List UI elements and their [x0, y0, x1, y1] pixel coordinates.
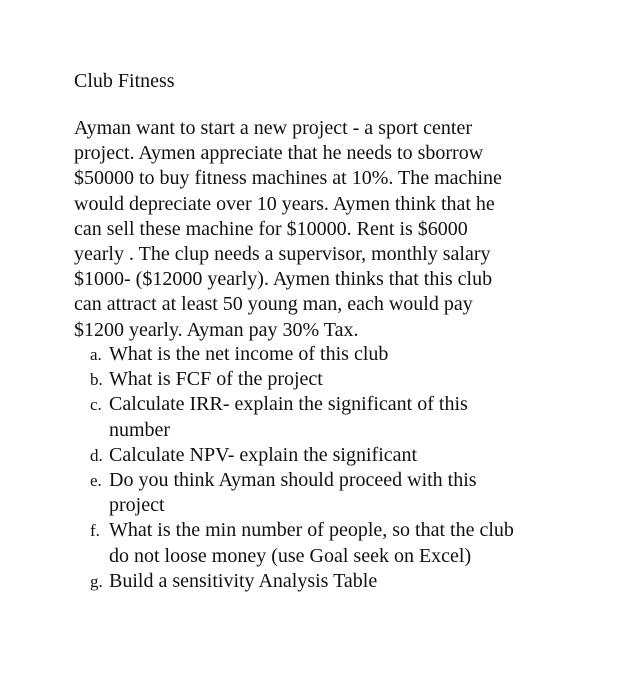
- question-marker: g.: [90, 571, 103, 591]
- question-item-a: [90, 342, 560, 367]
- paragraph-line: yearly . The clup needs a supervisor, monthly salary: [74, 243, 491, 266]
- question-item-c: [90, 392, 560, 442]
- question-line: What is the net income of this club: [109, 343, 389, 365]
- question-item-f: [90, 518, 560, 568]
- question-marker: c.: [90, 395, 102, 415]
- question-item-b: [90, 367, 560, 392]
- question-line: number: [109, 418, 171, 441]
- question-line: project: [109, 494, 165, 517]
- question-line: What is the min number of people, so that the club: [109, 519, 514, 542]
- question-item-d: [90, 443, 560, 468]
- paragraph-line: $1000- ($12000 yearly). Aymen thinks that this club: [74, 268, 493, 291]
- question-item-e: [90, 468, 560, 518]
- question-marker: b.: [90, 370, 103, 390]
- question-line: Calculate NPV- explain the significant: [109, 443, 418, 466]
- question-item-g: [90, 569, 560, 594]
- paragraph-line: $1200 yearly. Ayman pay 30% Tax.: [74, 318, 359, 341]
- question-marker: e.: [90, 471, 102, 491]
- question-marker: a.: [90, 345, 102, 364]
- question-marker: d.: [90, 445, 103, 465]
- document-title: Club Fitness: [74, 70, 175, 92]
- paragraph-line: Ayman want to start a new project - a sport center: [74, 117, 473, 139]
- paragraph-line: can attract at least 50 young man, each would pay: [74, 293, 473, 316]
- paragraph-line: would depreciate over 10 years. Aymen think that he: [74, 192, 495, 215]
- problem-paragraph: [74, 116, 544, 343]
- question-line: Build a sensitivity Analysis Table: [109, 569, 378, 592]
- paragraph-line: $50000 to buy fitness machines at 10%. The machine: [74, 167, 502, 190]
- question-marker: f.: [90, 521, 100, 541]
- question-list: [90, 342, 560, 594]
- question-line: What is FCF of the project: [109, 368, 323, 391]
- question-line: Calculate IRR- explain the significant of this: [109, 393, 468, 416]
- question-line: Do you think Ayman should proceed with this: [109, 469, 477, 492]
- question-line: do not loose money (use Goal seek on Excel): [109, 544, 472, 567]
- paragraph-line: project. Aymen appreciate that he needs to sborrow: [74, 142, 484, 165]
- paragraph-line: can sell these machine for $10000. Rent is $6000: [74, 217, 468, 240]
